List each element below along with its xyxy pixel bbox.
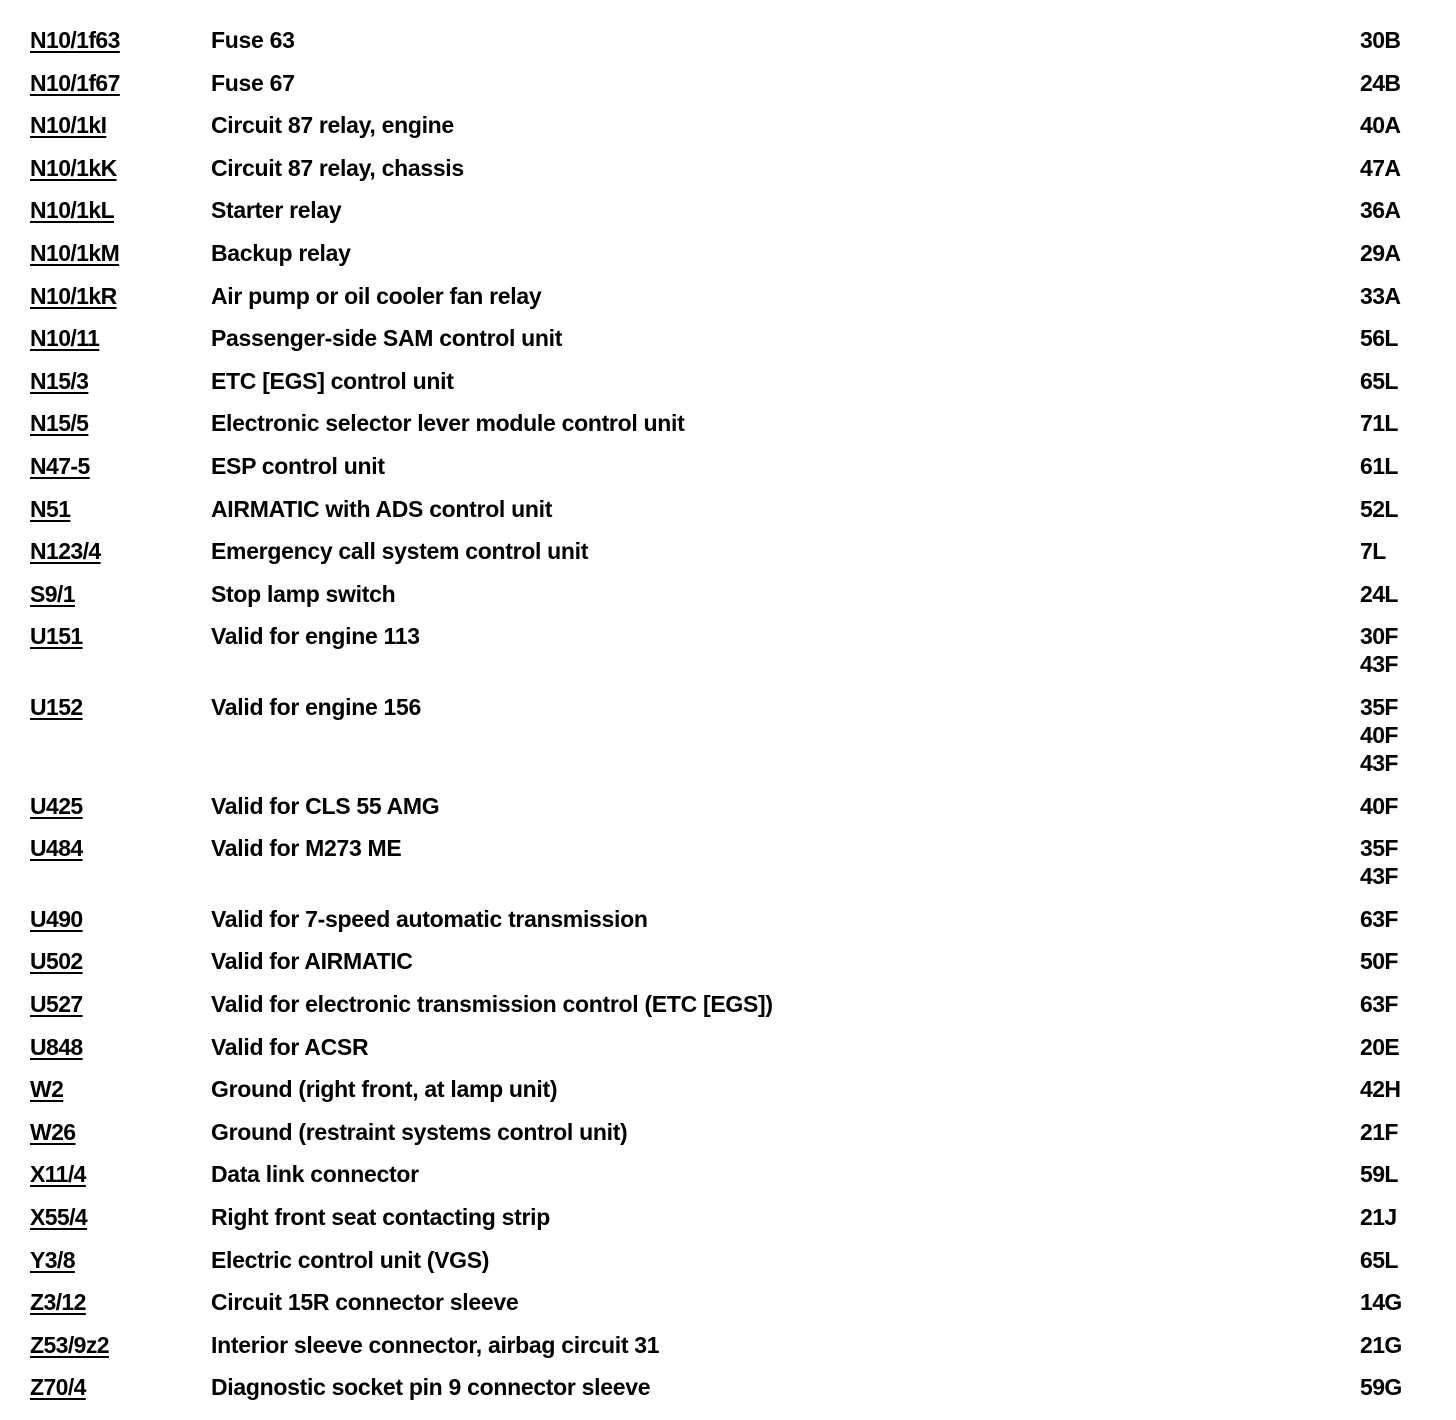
component-description: Fuse 63 — [211, 27, 295, 53]
grid-location-value: 40F — [1360, 722, 1398, 748]
component-description: Valid for AIRMATIC — [211, 948, 413, 975]
component-description: Valid for 7-speed automatic transmission — [211, 905, 648, 932]
component-description: Ground (restraint systems control unit) — [211, 1118, 628, 1145]
grid-location — [1360, 990, 1440, 1018]
component-description: Valid for engine 156 — [211, 694, 422, 720]
grid-location — [1360, 905, 1440, 933]
grid-location-value: 63F — [1360, 991, 1398, 1017]
grid-location — [1360, 792, 1440, 820]
component-description: Valid for M273 ME — [211, 835, 402, 862]
grid-location-value: 20E — [1360, 1033, 1400, 1060]
component-description: ESP control unit — [211, 453, 385, 479]
grid-location-value: 43F — [1360, 863, 1398, 890]
grid-location-value: 36A — [1360, 197, 1401, 224]
grid-location-value: 35F — [1360, 694, 1398, 720]
component-code-link[interactable]: N15/5 — [30, 410, 89, 437]
grid-location — [1360, 1160, 1440, 1188]
grid-location — [1360, 1246, 1440, 1274]
grid-location-value: 43F — [1360, 750, 1398, 776]
component-code-link[interactable]: U490 — [30, 905, 83, 932]
component-code-link[interactable]: N10/11 — [30, 325, 100, 352]
grid-location-value: 65L — [1360, 1246, 1398, 1273]
component-description: ETC [EGS] control unit — [211, 367, 454, 394]
grid-location-value: 7L — [1360, 538, 1386, 565]
grid-location — [1360, 154, 1440, 182]
grid-location-value: 61L — [1360, 453, 1398, 479]
component-code-link[interactable]: W2 — [30, 1076, 64, 1103]
component-code-link[interactable]: X11/4 — [30, 1161, 86, 1188]
component-description: Air pump or oil cooler fan relay — [211, 282, 542, 309]
grid-location-value: 14G — [1360, 1289, 1402, 1316]
component-description: Fuse 67 — [211, 69, 295, 96]
grid-location-value: 33A — [1360, 282, 1401, 309]
component-description: Diagnostic socket pin 9 connector sleeve — [211, 1374, 651, 1401]
component-code-link[interactable]: N10/1kL — [30, 197, 115, 224]
component-description: Starter relay — [211, 197, 342, 224]
component-description: Valid for CLS 55 AMG — [211, 792, 440, 819]
component-code-link[interactable]: U502 — [30, 948, 83, 975]
grid-location — [1360, 282, 1440, 310]
grid-location — [1360, 324, 1440, 352]
grid-location — [1360, 537, 1440, 565]
grid-location-value: 30F — [1360, 623, 1398, 650]
component-code-link[interactable]: U848 — [30, 1033, 83, 1060]
component-code-link[interactable]: X55/4 — [30, 1204, 88, 1230]
grid-location-value: 59G — [1360, 1374, 1402, 1401]
component-description: AIRMATIC with ADS control unit — [211, 495, 553, 522]
grid-location-value: 71L — [1360, 410, 1398, 437]
component-description: Circuit 87 relay, engine — [211, 112, 454, 139]
component-code-link[interactable]: S9/1 — [30, 580, 75, 607]
component-description: Valid for engine 113 — [211, 623, 420, 650]
grid-location — [1360, 111, 1440, 139]
grid-location-value: 47A — [1360, 154, 1401, 181]
grid-location — [1360, 1331, 1440, 1359]
grid-location-value: 50F — [1360, 948, 1398, 975]
grid-location — [1360, 69, 1440, 97]
grid-location — [1360, 495, 1440, 523]
grid-location-value: 29A — [1360, 240, 1401, 266]
grid-location — [1360, 196, 1440, 224]
grid-location-value: 35F — [1360, 835, 1398, 862]
grid-location — [1360, 1033, 1440, 1061]
component-code-link[interactable]: Z53/9z2 — [30, 1331, 109, 1358]
component-code-link[interactable]: N10/1f63 — [30, 27, 120, 53]
component-description: Stop lamp switch — [211, 580, 396, 607]
grid-location — [1360, 693, 1440, 777]
component-description: Data link connector — [211, 1161, 419, 1188]
grid-location-value: 24B — [1360, 69, 1401, 96]
component-code-link[interactable]: N47-5 — [30, 453, 90, 479]
component-code-link[interactable]: U484 — [30, 835, 83, 862]
grid-location — [1360, 1118, 1440, 1146]
grid-location-value: 63F — [1360, 905, 1398, 932]
grid-location — [1360, 239, 1440, 267]
grid-location — [1360, 26, 1440, 54]
grid-location-value: 42H — [1360, 1076, 1401, 1103]
grid-location — [1360, 947, 1440, 975]
grid-location — [1360, 1373, 1440, 1401]
grid-location — [1360, 1288, 1440, 1316]
component-code-link[interactable]: W26 — [30, 1118, 76, 1145]
component-code-link[interactable]: N15/3 — [30, 367, 89, 394]
component-description: Interior sleeve connector, airbag circuit 31 — [211, 1331, 660, 1358]
component-description: Right front seat contacting strip — [211, 1204, 550, 1230]
grid-location — [1360, 622, 1440, 678]
component-description: Ground (right front, at lamp unit) — [211, 1076, 558, 1103]
component-code-link[interactable]: N10/1kI — [30, 112, 107, 139]
component-description: Backup relay — [211, 240, 351, 266]
component-description: Electronic selector lever module control unit — [211, 410, 685, 437]
grid-location-value: 52L — [1360, 495, 1398, 522]
component-code-link[interactable]: Y3/8 — [30, 1246, 75, 1273]
component-code-link[interactable]: N123/4 — [30, 538, 101, 565]
component-code-link[interactable]: U152 — [30, 694, 83, 720]
grid-location-value: 30B — [1360, 27, 1401, 53]
grid-location — [1360, 452, 1440, 480]
component-description: Circuit 87 relay, chassis — [211, 154, 464, 181]
component-code-link[interactable]: Z70/4 — [30, 1374, 86, 1401]
grid-location — [1360, 580, 1440, 608]
grid-location-value: 24L — [1360, 580, 1398, 607]
grid-location-value: 56L — [1360, 325, 1398, 352]
grid-location-value: 43F — [1360, 651, 1398, 678]
component-code-link[interactable]: U151 — [30, 623, 83, 650]
grid-location-value: 21F — [1360, 1118, 1398, 1145]
component-code-link[interactable]: U425 — [30, 792, 83, 819]
grid-location — [1360, 1075, 1440, 1103]
component-code-link[interactable]: Z3/12 — [30, 1289, 86, 1316]
component-code-link[interactable]: U527 — [30, 991, 83, 1017]
grid-location — [1360, 409, 1440, 437]
component-description: Emergency call system control unit — [211, 538, 589, 565]
component-description: Circuit 15R connector sleeve — [211, 1289, 519, 1316]
component-code-link[interactable]: N10/1f67 — [30, 69, 120, 96]
grid-location-value: 40A — [1360, 112, 1401, 139]
grid-location — [1360, 367, 1440, 395]
grid-location — [1360, 1203, 1440, 1231]
component-description: Passenger-side SAM control unit — [211, 325, 563, 352]
component-description: Electric control unit (VGS) — [211, 1246, 490, 1273]
grid-location-value: 65L — [1360, 367, 1398, 394]
grid-location-value: 59L — [1360, 1161, 1398, 1188]
grid-location-value: 40F — [1360, 792, 1398, 819]
grid-location-value: 21G — [1360, 1331, 1402, 1358]
component-code-link[interactable]: N10/1kR — [30, 282, 117, 309]
component-code-link[interactable]: N10/1kK — [30, 154, 117, 181]
component-code-link[interactable]: N51 — [30, 495, 71, 522]
grid-location-value: 21J — [1360, 1204, 1397, 1230]
component-description: Valid for electronic transmission control (ETC [EGS]) — [211, 991, 773, 1017]
component-description: Valid for ACSR — [211, 1033, 369, 1060]
grid-location — [1360, 834, 1440, 890]
component-code-link[interactable]: N10/1kM — [30, 240, 120, 266]
